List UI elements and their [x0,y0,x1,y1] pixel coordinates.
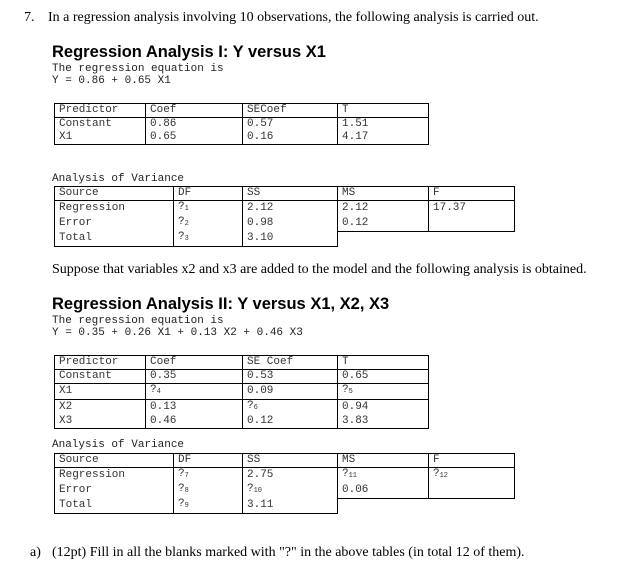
blank-marker: ? [247,483,254,495]
blank-marker: ? [342,468,349,480]
blank-cell [243,483,338,498]
table-cell: 0.12 [243,415,338,429]
table-row [55,400,429,416]
blank-index: 10 [253,487,263,495]
blank-marker: ? [433,468,440,480]
table-cell: 2.75 [243,468,338,484]
table-cell: X1 [55,384,146,400]
table-cell: 0.53 [243,370,338,384]
blank-marker: ? [178,201,185,213]
blank-cell [174,468,243,484]
transition-text: Suppose that variables x2 and x3 are added to the model and the following analysis is obtained. [52,262,587,277]
table-row [55,468,515,484]
table-header: Source [55,454,174,468]
analysis1-equation: Y = 0.86 + 0.65 X1 [52,75,171,87]
blank-marker: ? [178,216,185,228]
question-text: In a regression analysis involving 10 observations, the following analysis is carried out. [48,10,539,25]
blank-index: 2 [184,220,189,228]
blank-marker: ? [150,384,157,396]
table-cell: 2.12 [338,201,429,217]
table-header: F [429,454,515,468]
table-row [55,384,429,400]
table-cell: 17.37 [429,201,515,217]
table-header-row [55,454,515,468]
table-cell [429,231,515,247]
table-row [55,370,429,384]
table-cell: Regression [55,468,174,484]
table-cell: X2 [55,400,146,416]
table-cell: X3 [55,415,146,429]
table-header: DF [174,454,243,468]
table-row [55,131,429,145]
table-cell: 0.13 [146,400,243,416]
table-header: T [338,104,429,118]
analysis2-equation: Y = 0.35 + 0.26 X1 + 0.13 X2 + 0.46 X3 [52,327,303,339]
table-cell: Constant [55,370,146,384]
table-cell: 4.17 [338,131,429,145]
blank-index: 5 [348,388,353,396]
table-header: SECoef [243,104,338,118]
blank-cell [338,384,429,400]
table-cell: 0.12 [338,216,429,231]
table-cell [429,216,515,231]
table-cell: 0.09 [243,384,338,400]
blank-cell [174,201,243,217]
blank-marker: ? [178,468,185,480]
blank-index: 11 [348,472,358,480]
table-header-row [55,187,515,201]
analysis1-title: Regression Analysis I: Y versus X1 [52,43,326,61]
table-cell: 0.16 [243,131,338,145]
blank-cell [174,231,243,247]
analysis2-eq-intro: The regression equation is [52,315,224,327]
analysis2-title: Regression Analysis II: Y versus X1, X2, X3 [52,295,390,313]
blank-cell [429,468,515,484]
table-cell [429,498,515,514]
blank-marker: ? [178,483,185,495]
analysis1-eq-intro: The regression equation is [52,63,224,75]
table-header: Predictor [55,104,146,118]
blank-marker: ? [178,498,185,510]
table-cell: Total [55,498,174,514]
analysis2-anova-table [54,453,515,514]
table-header: SS [243,454,338,468]
table-cell: 0.35 [146,370,243,384]
question-number: 7. [24,10,35,25]
analysis1-anova-table [54,186,515,247]
blank-cell [174,483,243,498]
table-header: MS [338,187,429,201]
table-header: T [338,356,429,370]
table-header: DF [174,187,243,201]
table-cell [338,498,429,514]
part-a-text: (12pt) Fill in all the blanks marked with "?" in the above tables (in total 12 of them). [52,545,525,560]
table-cell: 1.51 [338,118,429,132]
analysis1-coef-table [54,103,429,145]
table-header: SE Coef [243,356,338,370]
table-cell [338,231,429,247]
table-cell: 3.10 [243,231,338,247]
blank-marker: ? [342,384,349,396]
table-cell: 0.65 [146,131,243,145]
table-header: Source [55,187,174,201]
blank-index: 9 [184,502,189,510]
table-header-row [55,104,429,118]
table-row [55,231,515,247]
table-cell: 0.57 [243,118,338,132]
blank-cell [243,400,338,416]
table-row [55,118,429,132]
blank-marker: ? [247,400,254,412]
table-row [55,216,515,231]
blank-index: 3 [184,235,189,243]
part-a-label: a) [30,545,41,560]
table-header: Coef [146,356,243,370]
blank-index: 7 [184,472,189,480]
blank-index: 12 [439,472,449,480]
table-cell [429,483,515,498]
analysis2-anova-label: Analysis of Variance [52,439,185,451]
table-cell: 3.83 [338,415,429,429]
table-cell: Error [55,216,174,231]
table-cell: 3.11 [243,498,338,514]
table-row [55,415,429,429]
blank-index: 4 [156,388,161,396]
table-row [55,498,515,514]
table-header: Coef [146,104,243,118]
table-cell: Error [55,483,174,498]
table-header: F [429,187,515,201]
table-header: MS [338,454,429,468]
table-cell: Constant [55,118,146,132]
blank-index: 1 [184,205,189,213]
analysis2-coef-table [54,355,429,429]
table-row [55,201,515,217]
table-cell: X1 [55,131,146,145]
blank-index: 8 [184,487,189,495]
table-cell: Total [55,231,174,247]
blank-cell [338,468,429,484]
table-header: SS [243,187,338,201]
table-cell: 0.94 [338,400,429,416]
analysis1-anova-label: Analysis of Variance [52,173,185,185]
table-cell: 0.06 [338,483,429,498]
table-header-row [55,356,429,370]
table-cell: 0.86 [146,118,243,132]
table-cell: 0.98 [243,216,338,231]
table-cell: 2.12 [243,201,338,217]
table-row [55,483,515,498]
blank-cell [174,498,243,514]
blank-index: 6 [253,404,258,412]
blank-cell [146,384,243,400]
table-header: Predictor [55,356,146,370]
blank-marker: ? [178,231,185,243]
blank-cell [174,216,243,231]
table-cell: 0.65 [338,370,429,384]
table-cell: Regression [55,201,174,217]
table-cell: 0.46 [146,415,243,429]
